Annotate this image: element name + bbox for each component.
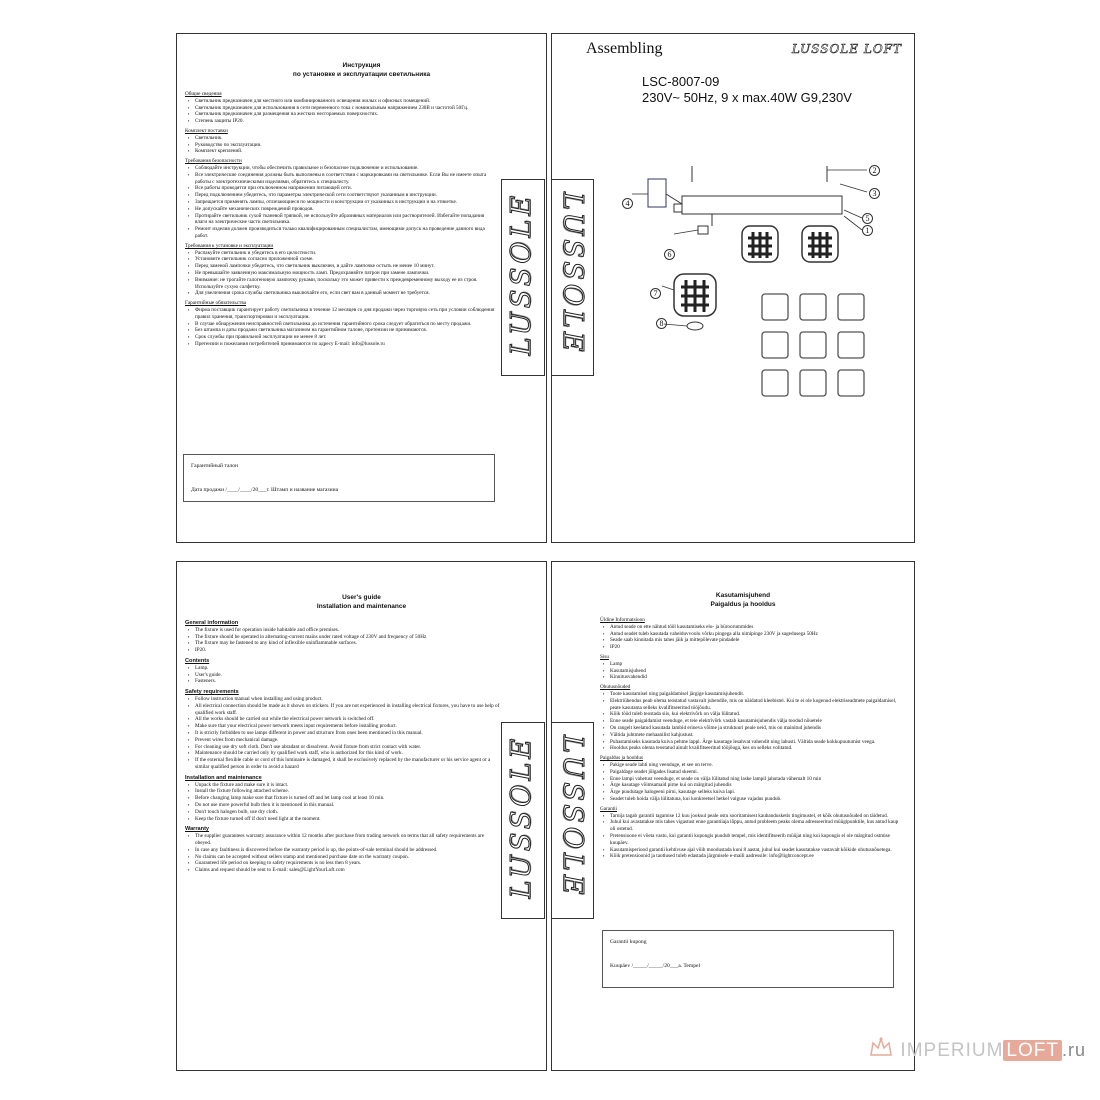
brand-vertical-logo: LUSSOLE — [557, 192, 588, 356]
section-heading: Installation and maintenance — [185, 774, 262, 781]
coupon-line: Kuupäev /_____/_____/20___a. Tempel — [610, 963, 701, 969]
callout-5: 5 — [862, 213, 873, 224]
section-heading: General information — [185, 620, 239, 626]
list-item: ▪ If the external flexible cable or cord of this luminaire is damaged, it shall be exclusively replaced by the manufacturer or his service agent or a similar qualified person in order to avoid a hazard — [195, 757, 500, 771]
list-item: ▪ Toote kasutamisel ning paigaldamisel järgige kasutamisjuhendit. — [610, 691, 900, 698]
callout-2: 2 — [869, 165, 880, 176]
list-item: ▪ The supplier guarantees warranty assurance within 12 months after purchase from trading network on terms that all safety requirements are obeyed. — [195, 833, 500, 847]
list-item: ▪ Seade saab kinnitada mis tahes jäik ja mittepõlevate pindadele — [610, 637, 900, 644]
list-item: ▪ No claims can be accepted without sellers stamp and mentioned purchase date on the warranty coupon. — [195, 854, 500, 861]
model-number: LSC-8007-09 — [642, 74, 720, 89]
section-heading: Garantii — [600, 805, 617, 812]
watermark-part-3: .ru — [1061, 1040, 1086, 1060]
list-item: ▪ Vältida juhtmete mehaanilist kahjustust. — [610, 732, 900, 739]
list-item: ▪ Ärge kasutage võimsamaid pirne kui on märgitud juhendis — [610, 782, 900, 789]
list-item: ▪ Руководство по эксплуатации. — [195, 142, 497, 149]
list-item: ▪ Maintenance should be carried only by qualified work staff, who is authorized for this kind of work. — [195, 750, 500, 757]
et-title: Kasutamisjuhend — [715, 592, 771, 599]
list-item: ▪ Elektriühendus peab olema teostatud vastavalt juhendile, mis on näidatud kleebistel. Kui te ei ole kogenud elektriseadmete paigaldamisel, peate kasutama selleks kvalifitseeritud tööjõudu. — [610, 698, 900, 712]
en-text-body — [185, 616, 500, 874]
russian-instruction-page — [176, 33, 547, 543]
list-item: ▪ IP20 — [610, 644, 900, 651]
section-heading: Üldine Informatsioon — [600, 617, 645, 623]
brand-vertical-logo: LUSSOLE — [506, 735, 537, 899]
section-list — [185, 665, 500, 685]
section-heading: Общие сведения — [185, 91, 222, 97]
list-item: ▪ Kinnitusvahendid — [610, 674, 900, 681]
list-item: ▪ Перед заменой лампочки убедитесь, что светильник выключен, и дайте лампочке остыть не менее 10 минут. — [195, 263, 497, 270]
list-item: ▪ Светильник предназначен для местного или комбинированного освещения жилых и офисных помещений. — [195, 98, 497, 105]
list-item: ▪ Kõik tööd tuleb teostada siis, kui elektrivõrk on välja lülitatud. — [610, 711, 900, 718]
list-item: ▪ The fixture is used for operation inside habitable and office premises. — [195, 627, 500, 634]
english-guide-page — [176, 561, 547, 1071]
callout-4: 4 — [622, 198, 633, 209]
list-item: ▪ Ärge puudutage halogeeni pirni, kasutage selleks kuiva lapi. — [610, 789, 900, 796]
list-item: ▪ Antud seade on ette nähtud tööl kasutamiseks elu- ja büroorummides — [610, 624, 900, 631]
brand-box-left — [551, 179, 594, 376]
en-subtitle: Installation and maintenance — [316, 603, 407, 610]
list-item: ▪ Tarnija tagab garantii tagamise 12 kuu jooksul peale ostu sooritamisest kaubandusketis tingimustel, et kõik ohutusnõuded on täidetud. — [610, 813, 900, 820]
list-item: ▪ Pretensioone ei võeta vastu, kui garantii kupongis puudub tempel, mis identifitseerib müüjat ning kui kupongis ei ole märgitud ostmise kuupäev. — [610, 833, 900, 847]
lussole-loft-logo: LUSSOLE LOFT — [791, 42, 902, 56]
section-list — [185, 833, 500, 874]
section-heading: Комплект поставки — [185, 127, 228, 134]
ru-title: Инструкция — [342, 62, 381, 69]
section-list — [600, 813, 900, 861]
section-heading: Paigaldus ja hooldus — [600, 755, 643, 762]
list-item: ▪ Hooldus peaks olema teostatud ainult kvalifitseeritud tööjõuga, kes on selleks volitatud. — [610, 745, 900, 752]
list-item: ▪ Претензии и пожелания потребителей принимаются по адресу E-mail: info@lussole.ru — [195, 341, 497, 348]
list-item: ▪ Внимание: не трогайте галогеновую лампочку руками, поскольку это может привести к преждевременному выходу ее из строя. Используйте сухую салфетку. — [195, 277, 497, 291]
list-item: ▪ Комплект креплений. — [195, 148, 497, 155]
list-item: ▪ User's guide. — [195, 672, 500, 679]
section-list — [185, 307, 497, 348]
brand-box-left — [551, 722, 594, 919]
list-item: ▪ Ремонт изделия должен производиться только квалифицированным специалистам, имеющими допуск на проведение данного вида работ. — [195, 226, 497, 240]
section-heading: Safety requirements — [185, 689, 239, 696]
list-item: ▪ Don't touch halogen bulb, use dry cloth. — [195, 809, 500, 816]
list-item: ▪ Do not use more powerful bulb then it is mentioned in this manual. — [195, 802, 500, 809]
section-list — [185, 696, 500, 771]
list-item: ▪ Pakige seade lahti ning veenduge, et see on terve. — [610, 762, 900, 769]
section-list — [185, 165, 497, 240]
ru-text-body — [185, 88, 497, 348]
list-item: ▪ Keep the fixture turned off if don't need light at the moment. — [195, 816, 500, 823]
section-list — [600, 661, 900, 681]
brand-vertical-logo: LUSSOLE — [506, 192, 537, 356]
list-item: ▪ Срок службы при правильной эксплуатации не менее 8 лет. — [195, 334, 497, 341]
electrical-spec: 230V~ 50Hz, 9 x max.40W G9,230V — [642, 90, 852, 105]
list-item: ▪ IP20. — [195, 647, 500, 654]
section-heading: Требования безопасности — [185, 158, 242, 165]
list-item: ▪ Kasutamisjuhend — [610, 668, 900, 675]
list-item: ▪ Запрещается применять лампы, отличающиеся по мощности и конструкции от указанных в инструкции и на этикетке. — [195, 199, 497, 206]
section-list — [185, 782, 500, 823]
assembling-heading: Assembling — [586, 40, 663, 57]
et-warranty-coupon — [602, 930, 894, 988]
brand-vertical-logo: LUSSOLE — [557, 735, 588, 899]
list-item: ▪ For cleaning use dry soft cloth. Don't use abradant or dissolvent. Avoid fixture from strict contact with water. — [195, 744, 500, 751]
list-item: ▪ In case any faultiness is discovered before the warranty period is up, the points-of-sale terminal should be addressed. — [195, 847, 500, 854]
coupon-title: Гарантийный талон — [191, 463, 239, 469]
callout-8: 8 — [656, 318, 667, 329]
section-heading: Гарантийные обязательства — [185, 300, 247, 307]
et-text-body — [600, 614, 900, 860]
callout-3: 3 — [869, 188, 880, 199]
section-list — [600, 691, 900, 752]
et-subtitle: Paigaldus ja hooldus — [710, 601, 776, 608]
list-item: ▪ Соблюдайте инструкции, чтобы обеспечить правильное и безопасное подключение и использование. — [195, 165, 497, 172]
estonian-guide-page — [551, 561, 915, 1071]
list-item: ▪ Все работы проводятся при отключенном напряжении питающей сети. — [195, 185, 497, 192]
list-item: ▪ В случае обнаружения неисправностей светильника до истечения гарантийного срока следует обратиться по месту продажи. — [195, 321, 497, 328]
coupon-title: Garantii kupong — [610, 939, 647, 945]
crown-icon — [868, 1035, 894, 1059]
list-item: ▪ Follow instruction manual when installing and using product. — [195, 696, 500, 703]
section-list — [185, 98, 497, 125]
callout-6: 6 — [664, 249, 675, 260]
watermark-part-2: LOFT — [1003, 1040, 1062, 1061]
section-list — [600, 624, 900, 651]
list-item: ▪ Enne lampi vahetust veenduge, et seade on välja lülitatud ning laske lampil jahutada vähemalt 10 min — [610, 776, 900, 783]
section-heading: Contents — [185, 657, 210, 664]
list-item: ▪ Antud seadet tuleb kasutada vahelduvvoolu võrku pingega alla nimipinge 230V ja sagedusega 50Hz — [610, 631, 900, 638]
list-item: ▪ Juhul kui avastatakse mis tahes vigastust enne garantiiaja lõppu, antud probleem peaks olema adresseeritud müügipunktile, kus antud kaup oli ostetud. — [610, 819, 900, 833]
list-item: ▪ Lamp. — [195, 665, 500, 672]
watermark-part-1: IMPERIUM — [900, 1040, 1004, 1061]
section-heading: Sisu — [600, 653, 609, 660]
section-heading: Warranty — [185, 826, 210, 833]
list-item: ▪ Seadet tuleb hoida välja lülitatuna, kui konkreetsel hetkel valguse vajadus puudub. — [610, 796, 900, 803]
assembly-diagram — [612, 154, 912, 404]
imperiumloft-watermark — [868, 1035, 1086, 1062]
list-item: ▪ Без штампа и даты продажи светильника магазином на гарантийном талоне, претензии не принимаются. — [195, 327, 497, 334]
list-item: ▪ Распакуйте светильник и убедитесь в его целостности. — [195, 250, 497, 257]
list-item: ▪ Светильник предназначен для размещения на жестких несгораемых поверхностях. — [195, 111, 497, 118]
list-item: ▪ Make sure that your electrical power network meets input requirements before installing product. — [195, 723, 500, 730]
list-item: ▪ Для увеличения срока службы светильника выключайте его, если свет вам в данный момент не требуется. — [195, 290, 497, 297]
callout-1: 1 — [862, 225, 873, 236]
list-item: ▪ Протирайте светильник сухой тканевой тряпкой, не используйте абразивных материалов или растворителей. Избегайте попадания влаги на электрические части светильника. — [195, 213, 497, 227]
list-item: ▪ Перед подключением убедитесь, что параметры электрической сети соответствуют указанным в инструкции. — [195, 192, 497, 199]
list-item: ▪ The fixture should be operated in alternating-current mains under rated voltage of 230V and frequency of 50Hz — [195, 634, 500, 641]
list-item: ▪ Kõik pretensioonid ja taotlused tuleb edastada järgmisele e-maili aadressile: info@lightconcept.ee — [610, 853, 900, 860]
section-list — [600, 762, 900, 803]
callout-7: 7 — [650, 288, 661, 299]
list-item: ▪ Claims and request should be sent to E-mail: sales@LightYourLoft.com — [195, 867, 500, 874]
list-item: ▪ Lamp — [610, 661, 900, 668]
list-item: ▪ It is strictly forbidden to use lamps different in power and structure from ones been mentioned in this manual. — [195, 730, 500, 737]
coupon-line: Дата продажи /____/____/20___г. Штамп и название магазина — [191, 487, 339, 493]
brand-box-right — [501, 179, 545, 376]
brand-box-right — [501, 722, 545, 919]
list-item: ▪ Фирма поставщик гарантирует работу светильника в течение 12 месяцев со дня продажи через торговую сеть при условии соблюдения правил хранения, транспортировки и эксплуатации. — [195, 307, 497, 321]
list-item: ▪ All electrical connection should be made as it shown on stickers. If you are not experienced in installing electrical fixtures, you have to use help of qualified work staff. — [195, 703, 500, 717]
list-item: ▪ Fasteners. — [195, 678, 500, 685]
list-item: ▪ Prevent wires from mechanical damage. — [195, 737, 500, 744]
ru-warranty-coupon — [183, 454, 495, 502]
list-item: ▪ Before changing lamp make sure that fixture is turned off and let lamp cool at least 10 min. — [195, 795, 500, 802]
list-item: ▪ Paigaldage seadet jõlgades lisatud skeemi. — [610, 769, 900, 776]
list-item: ▪ Светильник предназначен для использования в сети переменного тока с номинальным напряжением 230В и частотой 50Гц. — [195, 105, 497, 112]
list-item: ▪ Установите светильник согласно приложенной схеме. — [195, 256, 497, 263]
section-heading: Ohutusnõuded — [600, 684, 631, 691]
list-item: ▪ Install the fixture following attached scheme. — [195, 788, 500, 795]
list-item: ▪ Enne seade paigaldamist veenduge, et teie elektrivõrk vastab kasutamisjuhendis välja toodud nõuetele — [610, 718, 900, 725]
section-list — [185, 627, 500, 654]
en-title: User's guide — [342, 594, 381, 601]
list-item: ▪ Unpack the fixture and make sure it is intact. — [195, 782, 500, 789]
section-list — [185, 135, 497, 155]
list-item: ▪ Не превышайте заявленную максимальную мощность ламп. Предохраняйте патрон при замене лампочки. — [195, 270, 497, 277]
list-item: ▪ On rangelt keelatud kasutada lambid erineva võime ja struktuuri peale neid, mis on mainitud juhendis — [610, 725, 900, 732]
list-item: ▪ Не допускайте механических повреждений проводов. — [195, 206, 497, 213]
section-list — [185, 250, 497, 298]
list-item: ▪ Kasutamisperiood garantii kehtivuse ajal võib moodustada kuni 8 aastat, juhul kui seadet kasutatakse vastavalt kõikide ohutusnõuetega. — [610, 847, 900, 854]
section-heading: Требования к установке и эксплуатации — [185, 242, 274, 249]
list-item: ▪ Puhastamiseks kasutada kuiva pehme lappi. Ärge kasutage lesahvat vahendit ning lahusti. Vältida seade kokkupuutumist veega. — [610, 739, 900, 746]
list-item: ▪ The fixture may be fastened to any kind of inflexible uninflammable surfaces. — [195, 640, 500, 647]
list-item: ▪ Степень защиты IP20. — [195, 118, 497, 125]
ru-subtitle: по установке и эксплуатации светильника — [292, 71, 431, 78]
list-item: ▪ Все электрические соединения должны быть выполнены в соответствии с маркировками на светильнике. Если Вы не имеете опыта работы с электротехническими изделиями, обратитесь к специалисту. — [195, 172, 497, 186]
list-item: ▪ All the works should be carried out while the electrical power network is switched off. — [195, 716, 500, 723]
list-item: ▪ Светильник. — [195, 135, 497, 142]
assembling-page — [551, 33, 915, 543]
list-item: ▪ Guaranteed life period on keeping to safety requirements is no less then 8 years. — [195, 860, 500, 867]
